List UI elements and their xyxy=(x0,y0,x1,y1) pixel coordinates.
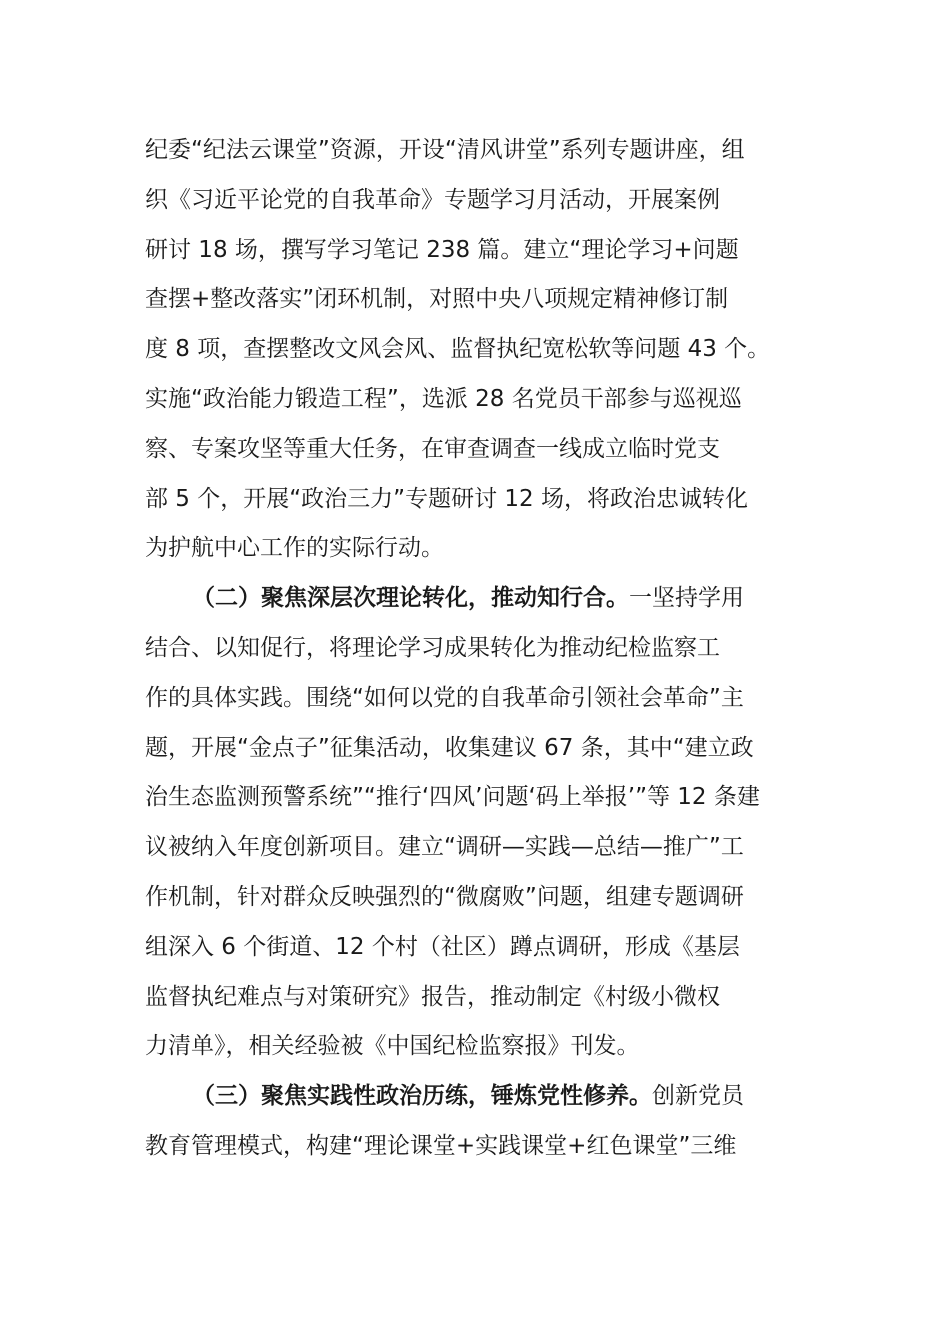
body-line: 作机制，针对群众反映强烈的“微腐败”问题，组建专题调研 xyxy=(145,883,744,910)
body-line: 教育管理模式，构建“理论课堂+实践课堂+红色课堂”三维 xyxy=(145,1132,737,1159)
body-line: 治生态监测预警系统”“推行‘四风’问题‘码上举报’”等 12 条建 xyxy=(145,784,760,811)
body-line: 察、专案攻坚等重大任务，在审查调查一线成立临时党支 xyxy=(145,435,720,462)
document-body xyxy=(145,126,845,1172)
body-line: 作的具体实践。围绕“如何以党的自我革命引领社会革命”主 xyxy=(145,684,744,711)
section-2-first-line xyxy=(145,574,845,624)
body-line: 查摆+整改落实”闭环机制，对照中央八项规定精神修订制 xyxy=(145,286,729,313)
section-3-first-line xyxy=(145,1072,845,1122)
body-line: 为护航中心工作的实际行动。 xyxy=(145,535,444,562)
section-3-heading: （三）聚焦实践性政治历练，锤炼党性修养。 xyxy=(192,1083,652,1110)
body-line: 力清单》，相关经验被《中国纪检监察报》刊发。 xyxy=(145,1033,640,1060)
body-line: 织《习近平论党的自我革命》专题学习月活动，开展案例 xyxy=(145,186,720,213)
body-line: 实施“政治能力锻造工程”，选派 28 名党员干部参与巡视巡 xyxy=(145,385,742,412)
body-line: 度 8 项，查摆整改文风会风、监督执纪宽松软等问题 43 个。 xyxy=(145,336,771,363)
body-line: 部 5 个，开展“政治三力”专题研讨 12 场，将政治忠诚转化 xyxy=(145,485,748,512)
section-2-heading: （二）聚焦深层次理论转化，推动知行合。 xyxy=(192,585,629,612)
section-2-first-line-text: 一坚持学用 xyxy=(629,585,744,612)
body-line: 研讨 18 场，撰写学习笔记 238 篇。建立“理论学习+问题 xyxy=(145,236,739,263)
section-3-first-line-text: 创新党员 xyxy=(652,1083,744,1110)
body-line: 组深入 6 个街道、12 个村（社区）蹲点调研，形成《基层 xyxy=(145,933,740,960)
body-line: 结合、以知促行，将理论学习成果转化为推动纪检监察工 xyxy=(145,634,720,661)
body-line: 议被纳入年度创新项目。建立“调研—实践—总结—推广”工 xyxy=(145,834,744,861)
body-line: 纪委“纪法云课堂”资源，开设“清风讲堂”系列专题讲座，组 xyxy=(145,137,745,163)
body-line: 题，开展“金点子”征集活动，收集建议 67 条，其中“建立政 xyxy=(145,734,754,761)
body-line: 监督执纪难点与对策研究》报告，推动制定《村级小微权 xyxy=(145,983,720,1010)
